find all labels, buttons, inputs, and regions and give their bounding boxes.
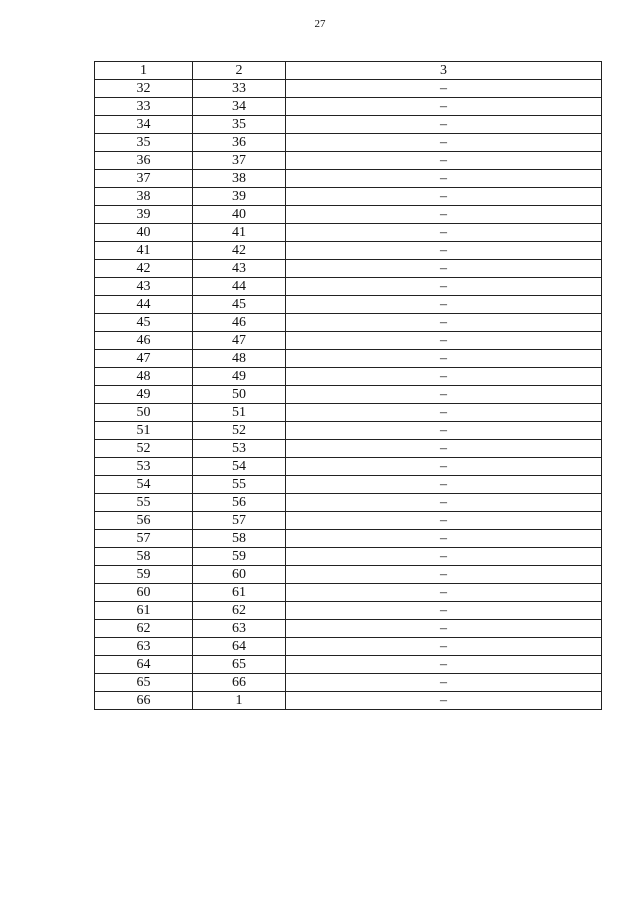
table-cell-col-2: 43 xyxy=(193,260,286,278)
table-cell-col-2: 52 xyxy=(193,422,286,440)
table-cell-col-1: 44 xyxy=(95,296,193,314)
table-cell-col-2: 34 xyxy=(193,98,286,116)
table-cell-col-1: 38 xyxy=(95,188,193,206)
table-cell-col-3: – xyxy=(286,692,602,710)
table-cell-col-1: 55 xyxy=(95,494,193,512)
table-cell-col-3: – xyxy=(286,242,602,260)
table-row xyxy=(95,134,602,152)
table-cell-col-2: 56 xyxy=(193,494,286,512)
table-cell-col-2: 54 xyxy=(193,458,286,476)
table-cell-col-1: 36 xyxy=(95,152,193,170)
table-cell-col-3: – xyxy=(286,170,602,188)
table-cell-col-2: 66 xyxy=(193,674,286,692)
table-row xyxy=(95,188,602,206)
table-cell-col-2: 37 xyxy=(193,152,286,170)
table-cell-col-2: 46 xyxy=(193,314,286,332)
table-cell-col-3: – xyxy=(286,206,602,224)
table-row xyxy=(95,476,602,494)
table-row xyxy=(95,386,602,404)
table-cell-col-1: 51 xyxy=(95,422,193,440)
table-cell-col-2: 49 xyxy=(193,368,286,386)
data-table xyxy=(94,61,602,710)
column-header-3: 3 xyxy=(286,62,602,80)
table-row xyxy=(95,404,602,422)
table-cell-col-1: 33 xyxy=(95,98,193,116)
table-cell-col-3: – xyxy=(286,602,602,620)
table-row xyxy=(95,206,602,224)
table-row xyxy=(95,278,602,296)
table-cell-col-3: – xyxy=(286,278,602,296)
table-cell-col-3: – xyxy=(286,152,602,170)
table-cell-col-2: 42 xyxy=(193,242,286,260)
table-cell-col-2: 38 xyxy=(193,170,286,188)
table-cell-col-2: 1 xyxy=(193,692,286,710)
table-cell-col-2: 47 xyxy=(193,332,286,350)
table-row xyxy=(95,98,602,116)
table-row xyxy=(95,638,602,656)
table-cell-col-3: – xyxy=(286,188,602,206)
table-cell-col-1: 41 xyxy=(95,242,193,260)
table-cell-col-1: 61 xyxy=(95,602,193,620)
table-cell-col-1: 34 xyxy=(95,116,193,134)
table-cell-col-3: – xyxy=(286,548,602,566)
table-body xyxy=(95,80,602,710)
table-row xyxy=(95,602,602,620)
table-cell-col-3: – xyxy=(286,260,602,278)
table-cell-col-1: 59 xyxy=(95,566,193,584)
table-row xyxy=(95,440,602,458)
table-cell-col-1: 50 xyxy=(95,404,193,422)
table-row xyxy=(95,656,602,674)
table-row xyxy=(95,512,602,530)
table-cell-col-3: – xyxy=(286,134,602,152)
table-cell-col-1: 60 xyxy=(95,584,193,602)
table-cell-col-2: 33 xyxy=(193,80,286,98)
table-cell-col-1: 45 xyxy=(95,314,193,332)
table-cell-col-1: 47 xyxy=(95,350,193,368)
table-cell-col-1: 57 xyxy=(95,530,193,548)
table-row xyxy=(95,224,602,242)
table-row xyxy=(95,332,602,350)
table-row xyxy=(95,692,602,710)
table-cell-col-2: 36 xyxy=(193,134,286,152)
table-cell-col-1: 46 xyxy=(95,332,193,350)
table-cell-col-3: – xyxy=(286,476,602,494)
table-cell-col-2: 53 xyxy=(193,440,286,458)
table-row xyxy=(95,80,602,98)
table-cell-col-2: 63 xyxy=(193,620,286,638)
table-row xyxy=(95,422,602,440)
table-cell-col-1: 65 xyxy=(95,674,193,692)
table-cell-col-2: 65 xyxy=(193,656,286,674)
table-cell-col-2: 48 xyxy=(193,350,286,368)
table-cell-col-2: 51 xyxy=(193,404,286,422)
table-row xyxy=(95,674,602,692)
table-row xyxy=(95,548,602,566)
table-cell-col-2: 62 xyxy=(193,602,286,620)
table-cell-col-3: – xyxy=(286,440,602,458)
table-row xyxy=(95,566,602,584)
table-cell-col-1: 56 xyxy=(95,512,193,530)
table-cell-col-2: 55 xyxy=(193,476,286,494)
table-row xyxy=(95,458,602,476)
table-cell-col-1: 66 xyxy=(95,692,193,710)
table-cell-col-1: 43 xyxy=(95,278,193,296)
table-cell-col-1: 58 xyxy=(95,548,193,566)
table-cell-col-3: – xyxy=(286,404,602,422)
table-cell-col-1: 40 xyxy=(95,224,193,242)
table-cell-col-1: 35 xyxy=(95,134,193,152)
table-cell-col-1: 53 xyxy=(95,458,193,476)
table-cell-col-2: 39 xyxy=(193,188,286,206)
table-cell-col-1: 62 xyxy=(95,620,193,638)
table-cell-col-1: 39 xyxy=(95,206,193,224)
table-cell-col-2: 41 xyxy=(193,224,286,242)
table-cell-col-2: 35 xyxy=(193,116,286,134)
table-cell-col-2: 44 xyxy=(193,278,286,296)
table-cell-col-3: – xyxy=(286,314,602,332)
table-cell-col-3: – xyxy=(286,494,602,512)
table-cell-col-2: 60 xyxy=(193,566,286,584)
table-row xyxy=(95,116,602,134)
table-cell-col-3: – xyxy=(286,620,602,638)
table-cell-col-3: – xyxy=(286,530,602,548)
table-cell-col-3: – xyxy=(286,656,602,674)
table-cell-col-1: 49 xyxy=(95,386,193,404)
table-cell-col-1: 42 xyxy=(95,260,193,278)
table-row xyxy=(95,494,602,512)
table-cell-col-3: – xyxy=(286,80,602,98)
table-cell-col-3: – xyxy=(286,224,602,242)
table-cell-col-3: – xyxy=(286,566,602,584)
header-row xyxy=(95,62,602,80)
table-row xyxy=(95,152,602,170)
table-cell-col-2: 64 xyxy=(193,638,286,656)
table-cell-col-1: 52 xyxy=(95,440,193,458)
table-cell-col-3: – xyxy=(286,116,602,134)
table-cell-col-3: – xyxy=(286,584,602,602)
table-cell-col-2: 40 xyxy=(193,206,286,224)
table-row xyxy=(95,368,602,386)
table-cell-col-3: – xyxy=(286,674,602,692)
table-row xyxy=(95,170,602,188)
table-cell-col-3: – xyxy=(286,422,602,440)
table-row xyxy=(95,584,602,602)
table-cell-col-3: – xyxy=(286,98,602,116)
table-cell-col-1: 54 xyxy=(95,476,193,494)
table-cell-col-2: 45 xyxy=(193,296,286,314)
table-cell-col-3: – xyxy=(286,512,602,530)
table-cell-col-2: 58 xyxy=(193,530,286,548)
table-cell-col-1: 37 xyxy=(95,170,193,188)
table-cell-col-3: – xyxy=(286,458,602,476)
table-cell-col-2: 57 xyxy=(193,512,286,530)
table-cell-col-3: – xyxy=(286,368,602,386)
table-row xyxy=(95,314,602,332)
table-cell-col-2: 61 xyxy=(193,584,286,602)
table-row xyxy=(95,242,602,260)
table-cell-col-1: 63 xyxy=(95,638,193,656)
column-header-2: 2 xyxy=(193,62,286,80)
table-row xyxy=(95,620,602,638)
table-cell-col-3: – xyxy=(286,296,602,314)
table-cell-col-3: – xyxy=(286,350,602,368)
table-cell-col-3: – xyxy=(286,386,602,404)
table-row xyxy=(95,296,602,314)
table-cell-col-3: – xyxy=(286,638,602,656)
table-cell-col-1: 64 xyxy=(95,656,193,674)
table-cell-col-1: 32 xyxy=(95,80,193,98)
table-cell-col-2: 59 xyxy=(193,548,286,566)
table-cell-col-1: 48 xyxy=(95,368,193,386)
table-cell-col-3: – xyxy=(286,332,602,350)
table-cell-col-2: 50 xyxy=(193,386,286,404)
table-row xyxy=(95,350,602,368)
table-row xyxy=(95,260,602,278)
column-header-1: 1 xyxy=(95,62,193,80)
page-number: 27 xyxy=(314,18,326,30)
table-row xyxy=(95,530,602,548)
